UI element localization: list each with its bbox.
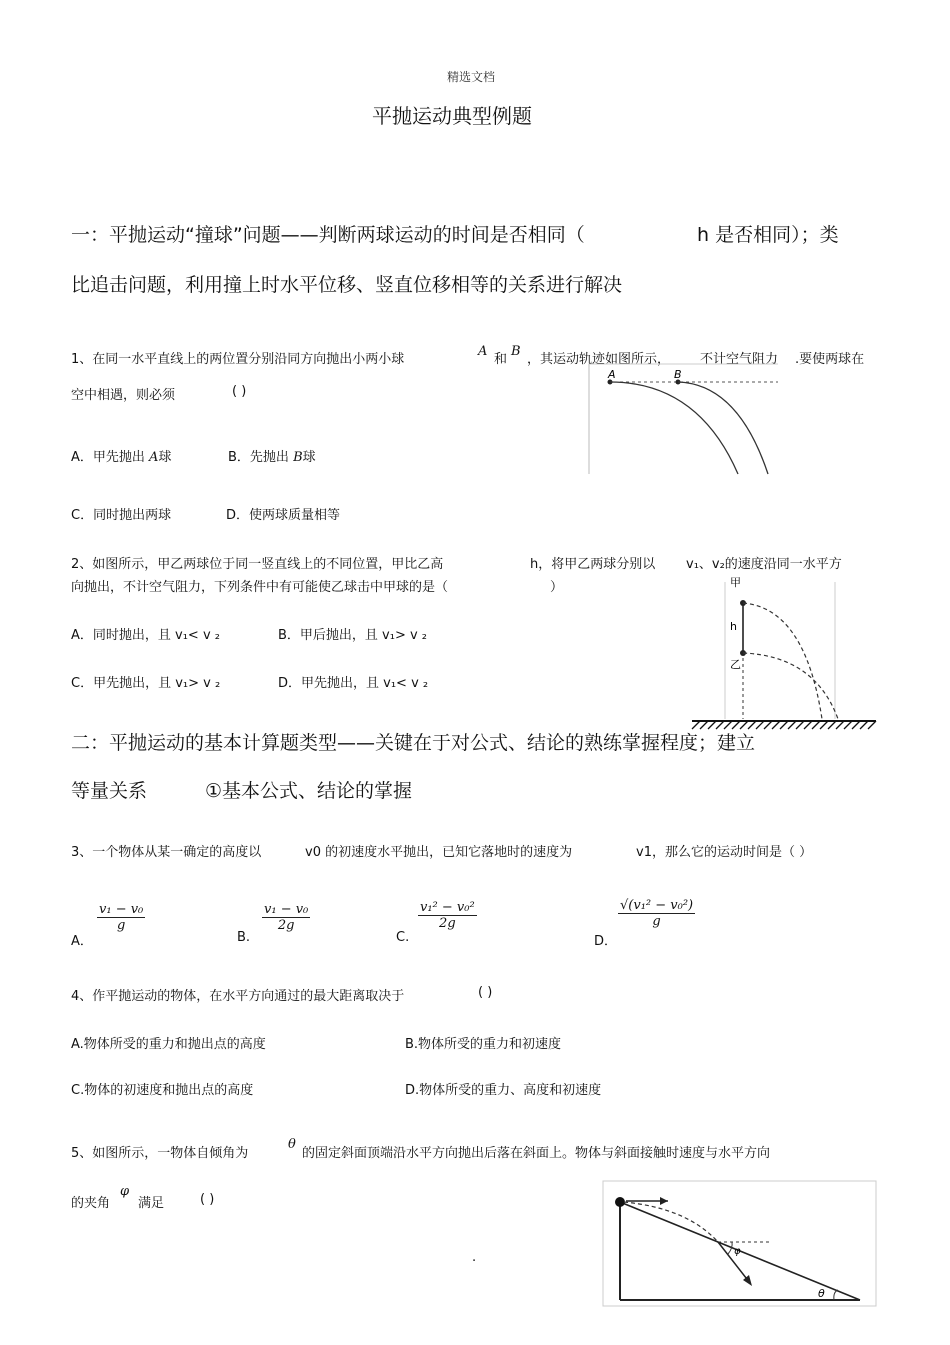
q1-figure-label-a: A bbox=[608, 368, 616, 381]
q2-text-b: h，将甲乙两球分别以 bbox=[530, 557, 656, 572]
section2-line2a: 等量关系 bbox=[71, 780, 148, 802]
q1-line2: 空中相遇，则必须 bbox=[71, 388, 176, 403]
q3-option-a-denominator: g bbox=[116, 918, 126, 933]
q5-line2b: 满足 bbox=[138, 1196, 165, 1211]
q3-option-a-fraction bbox=[97, 902, 145, 933]
q4-option-b: B.物体所受的重力和初速度 bbox=[405, 1037, 562, 1052]
q3-option-d-label: D． bbox=[594, 934, 618, 949]
q5-phi-angle-arc bbox=[728, 1242, 732, 1254]
q3-option-d-numerator: √(v₁² − v₀²) bbox=[620, 898, 694, 913]
q5-ball bbox=[615, 1197, 625, 1207]
page-header: 精选文档 bbox=[447, 70, 496, 84]
q3-option-b-numerator: v₁ − v₀ bbox=[264, 902, 309, 917]
q3-option-c-numerator: v₁² − v₀² bbox=[420, 900, 475, 915]
q1-and: 和 bbox=[494, 352, 508, 367]
q2-two-ball-figure bbox=[690, 574, 878, 734]
q5-figure-theta-label: θ bbox=[818, 1287, 825, 1300]
q3-option-c-label: C. bbox=[396, 930, 410, 945]
q1-option-b: B．先抛出 B球 bbox=[228, 450, 316, 465]
q2-line2: 向抛出，不计空气阻力，下列条件中有可能使乙球击中甲球的是（ bbox=[71, 580, 449, 595]
q3-text-b: v0 的初速度水平抛出，已知它落地时的速度为 bbox=[305, 845, 573, 860]
q4-text: 4、作平抛运动的物体，在水平方向通过的最大距离取决于 bbox=[71, 989, 405, 1004]
q2-figure-label-jia: 甲 bbox=[730, 576, 741, 589]
q1-sym-a: A bbox=[478, 344, 488, 359]
page-title: 平抛运动典型例题 bbox=[372, 104, 532, 128]
q1-text-c: 不计空气阻力 bbox=[700, 352, 779, 367]
q5-initial-velocity-arrowhead bbox=[660, 1197, 668, 1205]
q1-option-c: C．同时抛出两球 bbox=[71, 508, 172, 523]
q2-text-a: 2、如图所示，甲乙两球位于同一竖直线上的不同位置，甲比乙高 bbox=[71, 557, 444, 572]
q1-text-d: .要使两球在 bbox=[795, 352, 865, 367]
section1-line2: 比追击问题，利用撞上时水平位移、竖直位移相等的关系进行解决 bbox=[71, 274, 623, 296]
q1-figure-label-b: B bbox=[674, 368, 682, 381]
q3-option-b-fraction bbox=[262, 902, 310, 933]
q2-option-c: C．甲先抛出，且 v₁> v ₂ bbox=[71, 676, 221, 691]
q1-option-b-symbol: B bbox=[293, 450, 303, 465]
q1-paren: ( ) bbox=[232, 384, 247, 399]
q4-paren: ( ) bbox=[478, 985, 493, 1000]
section1-line1b: h 是否相同）；类 bbox=[697, 224, 839, 246]
q4-option-c: C.物体的初速度和抛出点的高度 bbox=[71, 1083, 254, 1098]
section2-line2b: ①基本公式、结论的掌握 bbox=[205, 780, 413, 802]
q3-option-c-denominator: 2g bbox=[439, 916, 456, 931]
q5-text-a: 5、如图所示，一物体自倾角为 bbox=[71, 1146, 249, 1161]
q5-incline-figure bbox=[602, 1180, 878, 1308]
q3-option-a-label: A． bbox=[71, 934, 93, 949]
q1-sym-b: B bbox=[511, 344, 521, 359]
q1-option-a-symbol: A bbox=[149, 450, 159, 465]
q3-option-c-fraction bbox=[418, 900, 477, 931]
q2-trajectory-yi bbox=[743, 653, 838, 719]
q3-option-d-denominator: g bbox=[652, 914, 661, 929]
q5-paren: ( ) bbox=[200, 1192, 215, 1207]
q5-theta-symbol: θ bbox=[288, 1137, 296, 1152]
q5-text-b: 的固定斜面顶端沿水平方向抛出后落在斜面上。物体与斜面接触时速度与水平方向 bbox=[302, 1146, 771, 1161]
q1-text-a: 1、在同一水平直线上的两位置分别沿同方向抛出小两小球 bbox=[71, 352, 405, 367]
q5-phi-symbol: φ bbox=[120, 1184, 130, 1199]
q5-figure-border bbox=[603, 1181, 876, 1306]
q1-text-b: ，其运动轨迹如图所示， bbox=[527, 352, 671, 367]
q1-option-d: D．使两球质量相等 bbox=[226, 508, 341, 523]
q3-text-c: v1，那么它的运动时间是（ ） bbox=[636, 845, 813, 860]
q2-option-b: B．甲后抛出，且 v₁> v ₂ bbox=[278, 628, 428, 643]
q2-figure-label-yi: 乙 bbox=[730, 658, 741, 671]
q2-text-c: v₁、v₂的速度沿同一水平方 bbox=[686, 557, 842, 572]
q5-figure-phi-label: φ bbox=[734, 1246, 741, 1257]
q1-trajectory-figure bbox=[588, 362, 780, 476]
q3-option-d-fraction bbox=[618, 898, 695, 929]
q4-option-d: D.物体所受的重力、高度和初速度 bbox=[405, 1083, 602, 1098]
q1-trajectory-b bbox=[678, 382, 768, 474]
q1-option-a: A．甲先抛出 A球 bbox=[71, 450, 172, 465]
q2-paren-close: ） bbox=[550, 580, 564, 595]
q5-line2a: 的夹角 bbox=[71, 1196, 111, 1211]
q2-option-d: D．甲先抛出，且 v₁< v ₂ bbox=[278, 676, 429, 691]
q3-option-a-numerator: v₁ − v₀ bbox=[99, 902, 144, 917]
q3-option-b-label: B. bbox=[237, 930, 251, 945]
q2-figure-label-h: h bbox=[730, 620, 737, 633]
q4-option-a: A.物体所受的重力和抛出点的高度 bbox=[71, 1037, 266, 1052]
q2-option-a: A．同时抛出，且 v₁< v ₂ bbox=[71, 628, 220, 643]
section2-line1: 二：平抛运动的基本计算题类型——关键在于对公式、结论的熟练掌握程度；建立 bbox=[71, 732, 756, 754]
section1-line1: 一：平抛运动“撞球”问题——判断两球运动的时间是否相同（ bbox=[71, 224, 585, 246]
footer-dot: . bbox=[472, 1250, 477, 1265]
q3-option-b-denominator: 2g bbox=[277, 918, 295, 933]
q2-trajectory-jia bbox=[743, 603, 822, 719]
q3-text-a: 3、一个物体从某一确定的高度以 bbox=[71, 845, 262, 860]
